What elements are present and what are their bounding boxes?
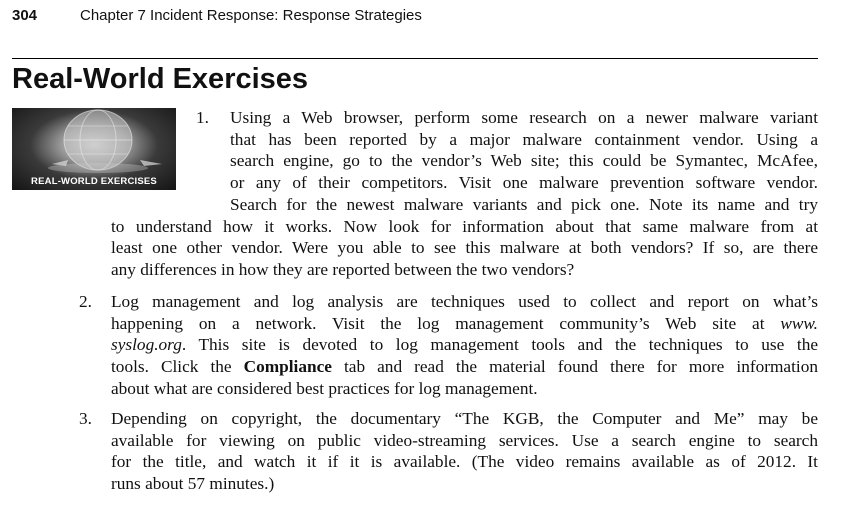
running-title: Chapter 7 Incident Response: Response Strategies — [80, 7, 422, 24]
exercise-line: or any of their competitors. Visit one malware prevention software vendor. — [230, 173, 818, 193]
item-number: 3. — [79, 409, 92, 428]
exercise-line: Log management and log analysis are techniques used to collect and report on what’s — [111, 292, 818, 311]
exercise-item-3 — [0, 408, 820, 495]
line-text: tab and read the material found there for more information — [331, 357, 818, 377]
line-text: happening on a network. Visit the log management community’s Web site at — [111, 313, 765, 333]
exercise-line: Using a Web browser, perform some research on a newer malware variant — [230, 108, 818, 127]
exercise-item-2 — [0, 291, 820, 400]
exercise-line: search engine, go to the vendor’s Web site; this could be Symantec, McAfee, — [230, 151, 818, 171]
exercise-line: to understand how it works. Now look for information about that same malware from at — [111, 216, 818, 236]
exercise-line — [111, 313, 818, 335]
section-title: Real-World Exercises — [12, 63, 309, 95]
header-rule — [12, 58, 818, 59]
exercise-line — [111, 334, 818, 356]
exercise-line: for the title, and watch it if it is available. (The video remains available as of 2012. It — [111, 452, 818, 472]
url-part: syslog.org — [111, 335, 182, 355]
exercise-line: runs about 57 minutes.) — [111, 474, 275, 494]
exercise-line: Depending on copyright, the documentary “The KGB, the Computer and Me” may be — [111, 409, 818, 428]
exercise-line — [111, 356, 818, 378]
image-caption: REAL-WORLD EXERCISES — [31, 176, 157, 187]
compliance-tab-name: Compliance — [243, 357, 332, 377]
exercise-line: least one other vendor. Were you able to see this malware at both vendors? If so, are there — [111, 238, 818, 258]
line-text: . This site is devoted to log management tools and the techniques to use the — [181, 335, 818, 355]
exercise-line: any differences in how they are reported between the two vendors? — [111, 259, 575, 279]
item-number: 2. — [79, 292, 92, 311]
exercise-line: about what are considered best practices for log management. — [111, 378, 538, 398]
exercise-line: that has been reported by a major malware containment vendor. Using a — [230, 129, 818, 149]
url-part: www. — [780, 313, 818, 333]
line-text: tools. Click the — [111, 357, 244, 377]
item-number: 1. — [196, 108, 209, 127]
exercise-line: Search for the newest malware variants and pick one. Note its name and try — [230, 194, 818, 214]
exercise-item-1 — [0, 107, 820, 281]
exercise-line: available for viewing on public video-streaming services. Use a search engine to search — [111, 430, 818, 450]
page-number: 304 — [12, 7, 38, 24]
